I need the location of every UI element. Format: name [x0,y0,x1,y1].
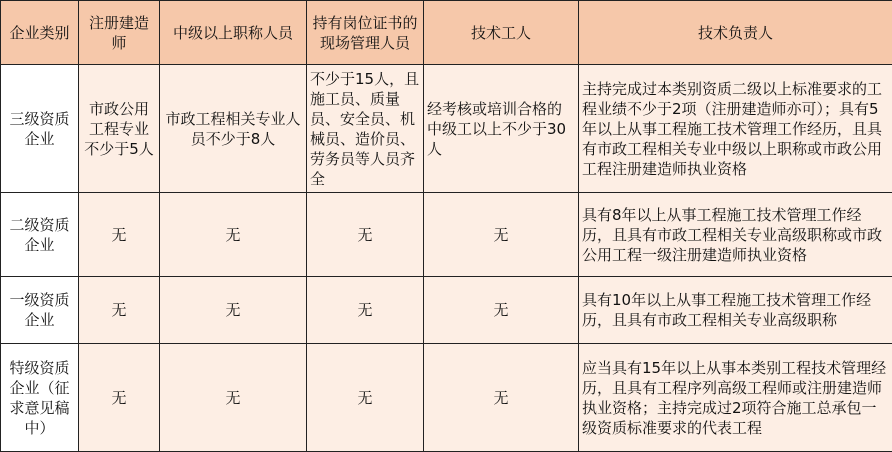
cell-site-staff: 无 [307,277,424,344]
cell-titled: 市政工程相关专业人员不少于8人 [160,65,307,193]
cell-site-staff: 无 [307,344,424,452]
cell-constructor: 无 [79,193,160,277]
header-technical-workers: 技术工人 [424,1,579,65]
header-titled-staff: 中级以上职称人员 [160,1,307,65]
cell-category: 特级资质企业（征求意见稿中） [1,344,79,452]
cell-tech-lead: 主持完成过本类别资质二级以上标准要求的工程业绩不少于2项（注册建造师亦可）；具有5年以上从事工程施工技术管理工作经历，且具有市政工程相关专业中级以上职称或市政公用工程注册建造师执业资格 [579,65,892,193]
cell-category: 一级资质企业 [1,277,79,344]
cell-workers: 无 [424,193,579,277]
cell-constructor: 市政公用工程专业不少于5人 [79,65,160,193]
cell-tech-lead: 应当具有15年以上从事本类别工程技术管理经历，且具有工程序列高级工程师或注册建造师执业资格；主持完成过2项符合施工总承包一级资质标准要求的代表工程 [579,344,892,452]
header-registered-constructor: 注册建造师 [79,1,160,65]
table-row [1,65,892,193]
header-row [1,1,892,65]
cell-site-staff: 无 [307,193,424,277]
cell-constructor: 无 [79,277,160,344]
cell-constructor: 无 [79,344,160,452]
cell-titled: 无 [160,193,307,277]
table-row [1,193,892,277]
cell-workers: 无 [424,344,579,452]
header-category: 企业类别 [1,1,79,65]
cell-titled: 无 [160,344,307,452]
cell-titled: 无 [160,277,307,344]
cell-workers: 经考核或培训合格的中级工以上不少于30人 [424,65,579,193]
cell-tech-lead: 具有10年以上从事工程施工技术管理工作经历，且具有市政工程相关专业高级职称 [579,277,892,344]
table-row [1,344,892,452]
cell-site-staff: 不少于15人，且施工员、质量员、安全员、机械员、造价员、劳务员等人员齐全 [307,65,424,193]
table-row [1,277,892,344]
header-site-managers: 持有岗位证书的现场管理人员 [307,1,424,65]
cell-category: 二级资质企业 [1,193,79,277]
cell-tech-lead: 具有8年以上从事工程施工技术管理工作经历，且具有市政工程相关专业高级职称或市政公用工程一级注册建造师执业资格 [579,193,892,277]
header-technical-lead: 技术负责人 [579,1,892,65]
cell-workers: 无 [424,277,579,344]
cell-category: 三级资质企业 [1,65,79,193]
